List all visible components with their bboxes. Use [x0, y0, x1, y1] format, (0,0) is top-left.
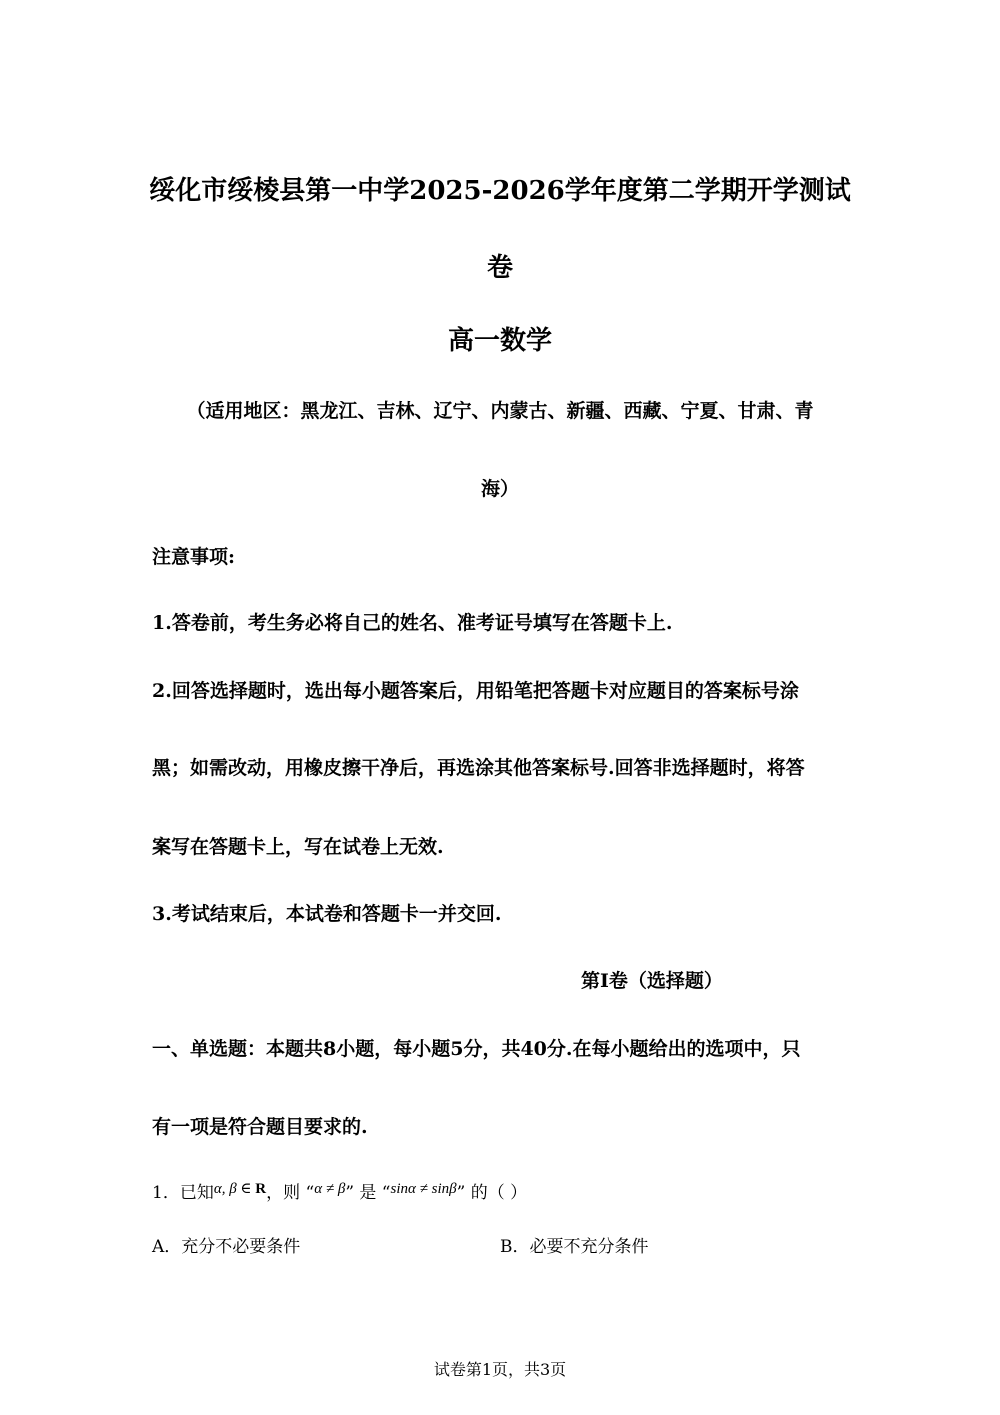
question-1-math-alpha-beta: α, β ∈ [213, 1181, 256, 1197]
exam-subject: 高一数学 [447, 326, 552, 356]
page-footer: 试卷第1页，共3页 [433, 1360, 567, 1379]
question-1-middle-1: ，则 “ [266, 1183, 315, 1203]
region-line1: （适用地区：黑龙江、吉林、辽宁、内蒙古、新疆、西藏、宁夏、甘肃、青 [186, 400, 814, 422]
section-description-line1: 一、单选题：本题共8小题，每小题5分，共40分.在每小题给出的选项中，只 [152, 1038, 801, 1060]
notice-item-3: 3.考试结束后，本试卷和答题卡一并交回. [152, 903, 502, 925]
question-1-middle-2: ” 是 “ [345, 1183, 391, 1203]
question-1-suffix: ” 的（ ） [456, 1183, 528, 1203]
section-description-line2: 有一项是符合题目要求的. [152, 1116, 368, 1138]
notice-item-2-line2: 黑；如需改动，用橡皮擦干净后，再选涂其他答案标号.回答非选择题时，将答 [152, 757, 805, 779]
question-1-math-real-set: R [255, 1181, 267, 1197]
question-1-prefix: 1．已知 [152, 1183, 214, 1203]
question-1-stem [152, 1178, 527, 1203]
notice-heading: 注意事项: [152, 546, 236, 568]
notice-item-2-line3: 案写在答题卡上，写在试卷上无效. [152, 836, 444, 858]
notice-item-2-line1: 2.回答选择题时，选出每小题答案后，用铅笔把答题卡对应题目的答案标号涂 [152, 680, 799, 702]
region-line2: 海） [480, 478, 519, 500]
question-1-option-a: A．充分不必要条件 [152, 1237, 301, 1257]
question-1-math-not-equal: α ≠ β [314, 1181, 346, 1197]
question-1-math-sin: sinα ≠ sinβ [390, 1181, 457, 1197]
exam-title-line2: 卷 [486, 253, 513, 283]
exam-title-line1: 绥化市绥棱县第一中学2025-2026学年度第二学期开学测试 [149, 176, 851, 206]
question-1-option-b: B．必要不充分条件 [500, 1237, 649, 1257]
notice-item-1: 1.答卷前，考生务必将自己的姓名、准考证号填写在答题卡上. [152, 612, 673, 634]
part1-heading: 第I卷（选择题） [581, 970, 723, 992]
